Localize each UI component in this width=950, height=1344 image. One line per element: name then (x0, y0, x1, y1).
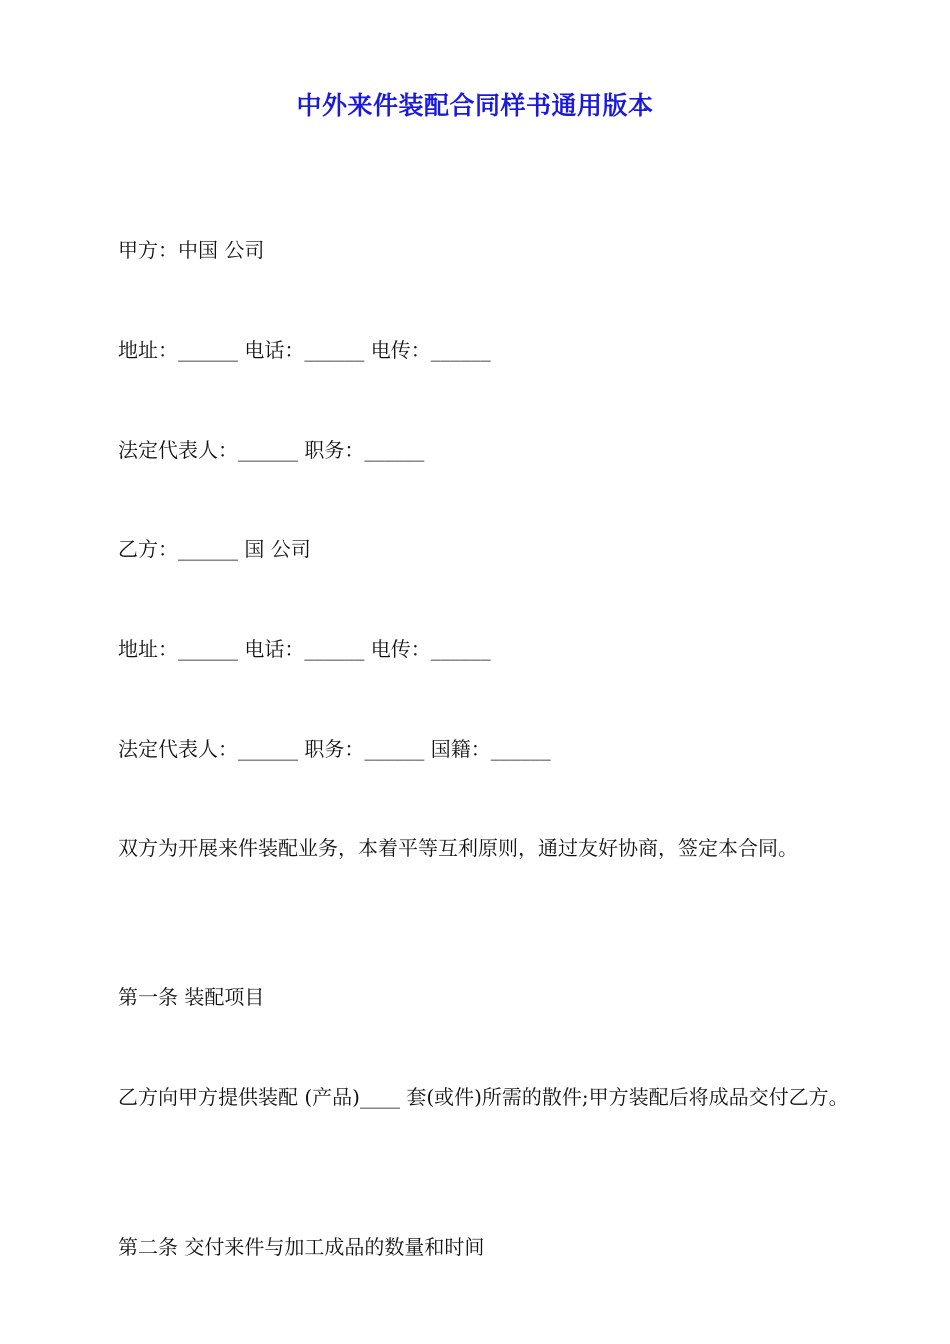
article-1-heading: 第一条 装配项目 (118, 985, 265, 1009)
party-b-representative: 法定代表人：______ 职务：______ 国籍：______ (118, 737, 551, 761)
party-b-name: 乙方：______ 国 公司 (118, 537, 311, 561)
article-1-body: 乙方向甲方提供装配 (产品)____ 套(或件)所需的散件;甲方装配后将成品交付乙方。 (118, 1085, 849, 1109)
party-a-representative: 法定代表人：______ 职务：______ (118, 438, 425, 462)
article-2-heading: 第二条 交付来件与加工成品的数量和时间 (118, 1235, 485, 1259)
party-a-name: 甲方：中国 公司 (118, 238, 265, 262)
party-a-contact: 地址：______ 电话：______ 电传：______ (118, 338, 491, 362)
preamble-text: 双方为开展来件装配业务，本着平等互利原则，通过友好协商，签定本合同。 (118, 836, 798, 860)
document-title: 中外来件装配合同样书通用版本 (296, 91, 654, 120)
party-b-contact: 地址：______ 电话：______ 电传：______ (118, 637, 491, 661)
